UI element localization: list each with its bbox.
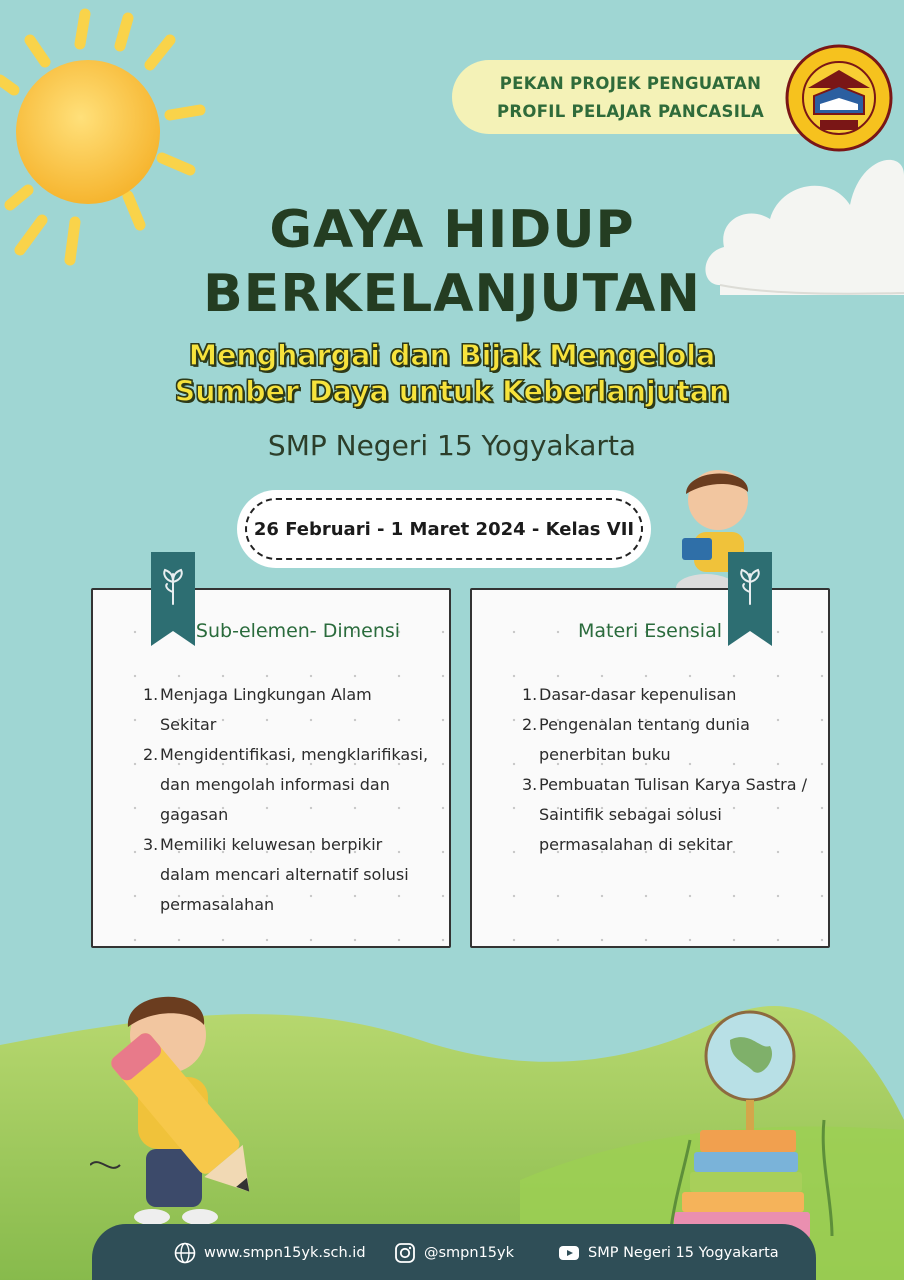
list-item [143, 830, 433, 920]
instagram-link[interactable] [394, 1242, 514, 1264]
list-item-text: Memiliki keluwesan berpikir dalam mencari alternatif solusi permasalahan [160, 835, 409, 914]
instagram-text: @smpn15yk [424, 1245, 515, 1261]
sprout-icon [728, 552, 772, 612]
essential-material-list [522, 680, 812, 860]
list-item [143, 680, 433, 740]
banner-line-1: PEKAN PROJEK PENGUATAN [499, 74, 762, 93]
list-item-number: 3. [522, 775, 538, 794]
sub-element-card [91, 588, 451, 948]
program-banner-text [478, 70, 783, 126]
list-item-number: 2. [143, 745, 159, 764]
list-item-number: 1. [143, 685, 159, 704]
website-link[interactable] [174, 1242, 366, 1264]
essential-material-heading: Materi Esensial [577, 620, 723, 642]
list-item [143, 740, 433, 830]
boy-with-pencil-illustration [90, 985, 280, 1235]
poster-subtitle [60, 338, 844, 410]
website-text: www.smpn15yk.sch.id [204, 1245, 366, 1261]
school-name: SMP Negeri 15 Yogyakarta [267, 429, 637, 462]
youtube-text: SMP Negeri 15 Yogyakarta [588, 1245, 779, 1261]
date-pill [237, 490, 651, 568]
date-text: 26 Februari - 1 Maret 2024 - Kelas VII [253, 518, 635, 540]
sub-element-heading: Sub-elemen- Dimensi [195, 620, 401, 642]
list-item-number: 3. [143, 835, 159, 854]
sprout-icon [151, 552, 195, 612]
list-item-text: Mengidentifikasi, mengklarifikasi, dan mengolah informasi dan gagasan [160, 745, 429, 824]
title-line-2: BERKELANJUTAN [203, 264, 701, 324]
banner-line-2: PROFIL PELAJAR PANCASILA [496, 102, 765, 121]
youtube-icon [558, 1242, 580, 1264]
subtitle-line-2: Sumber Daya untuk Keberlanjutan [174, 375, 730, 408]
list-item-text: Dasar-dasar kepenulisan [539, 685, 737, 704]
list-item [522, 710, 812, 770]
poster-title [100, 198, 804, 326]
sub-element-list [143, 680, 433, 920]
list-item-text: Menjaga Lingkungan Alam Sekitar [160, 685, 372, 734]
date-pill-border [245, 498, 643, 560]
list-item [522, 680, 812, 710]
youtube-link[interactable] [558, 1242, 779, 1264]
list-item [522, 770, 812, 860]
essential-material-card [470, 588, 830, 948]
list-item-text: Pembuatan Tulisan Karya Sastra / Saintifik sebagai solusi permasalahan di sekitar [539, 775, 808, 854]
title-line-1: GAYA HIDUP [269, 200, 635, 260]
list-item-number: 2. [522, 715, 538, 734]
globe-books-illustration [660, 1000, 850, 1240]
instagram-icon [394, 1242, 416, 1264]
school-logo [784, 42, 894, 154]
subtitle-line-1: Menghargai dan Bijak Mengelola [188, 339, 716, 372]
list-item-text: Pengenalan tentang dunia penerbitan buku [539, 715, 750, 764]
list-item-number: 1. [522, 685, 538, 704]
globe-icon [174, 1242, 196, 1264]
